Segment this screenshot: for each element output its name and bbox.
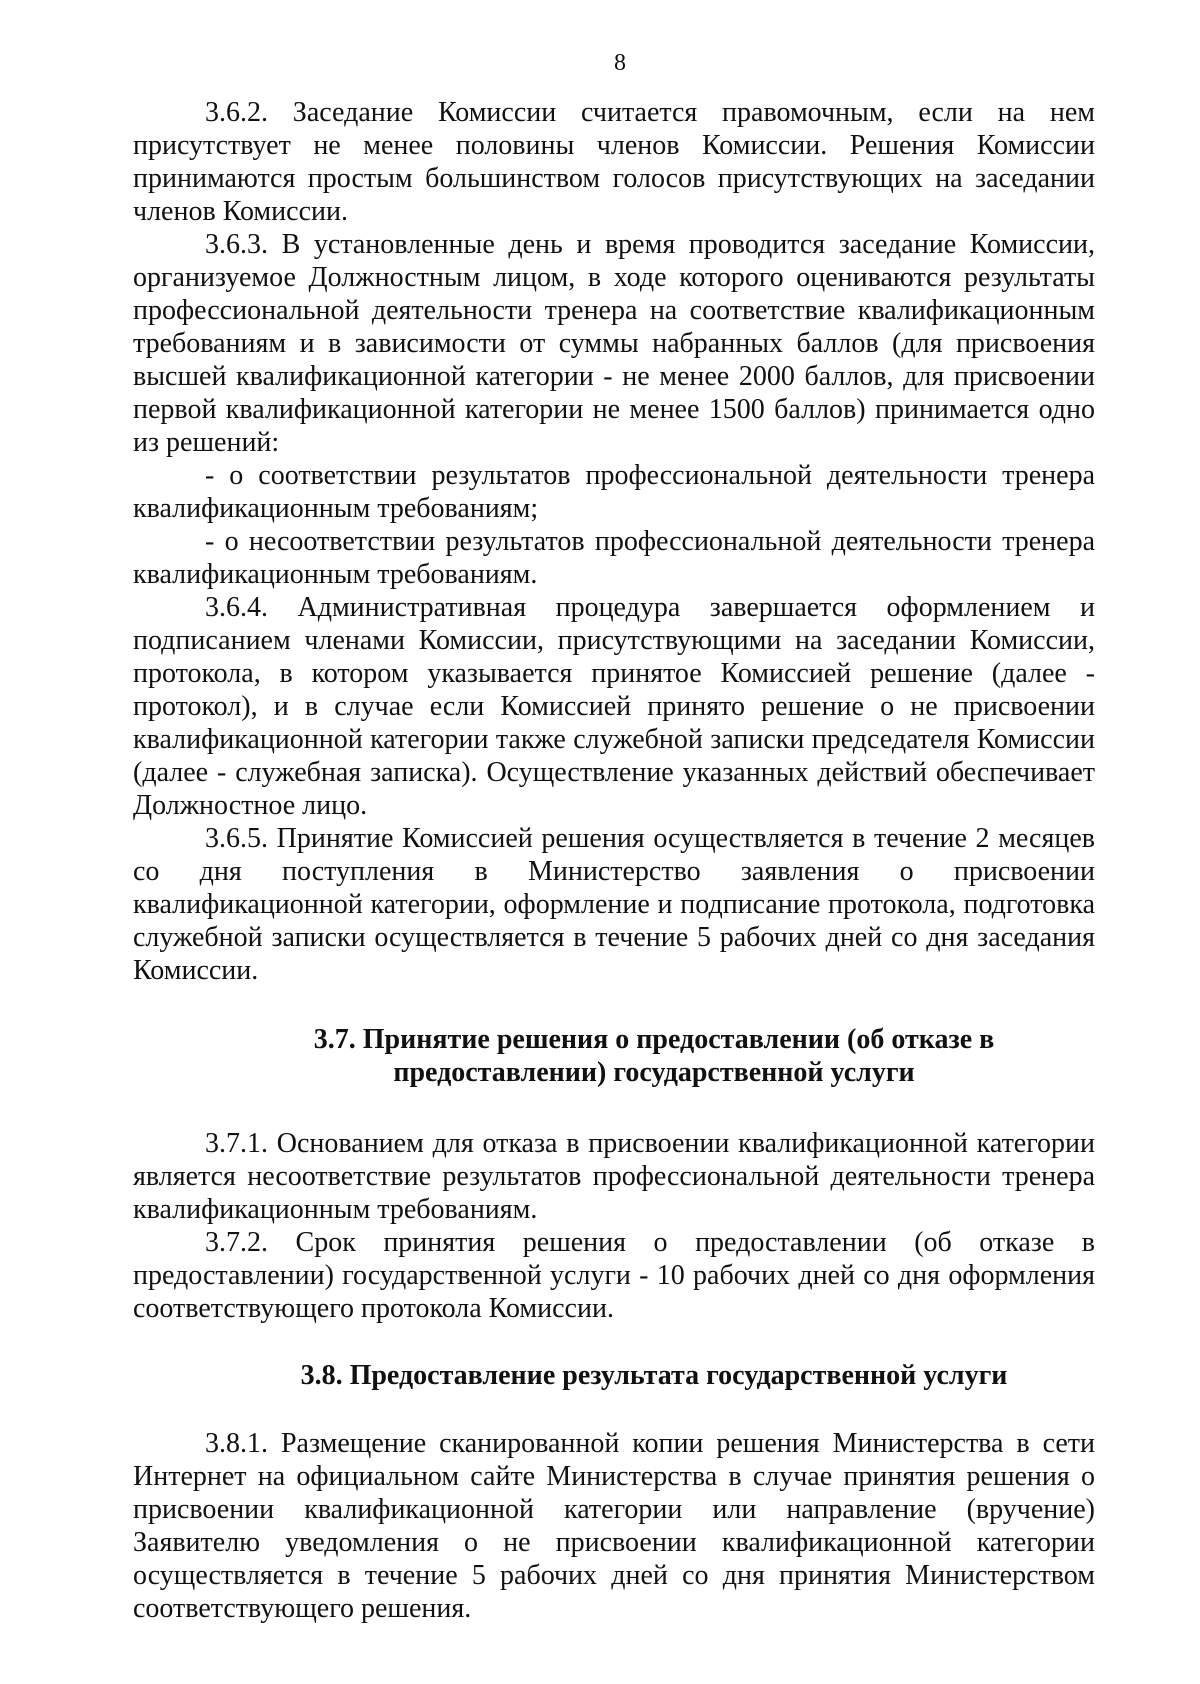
list-item-noncompliance: - о несоответствии результатов профессиональной деятельности тренера квалификационным требованиям.	[133, 526, 1095, 590]
section-heading-3-7-line1: 3.7. Принятие решения о предоставлении (об отказе в	[313, 1024, 995, 1055]
paragraph-3-7-2: 3.7.2. Срок принятия решения о предоставлении (об отказе в предоставлении) государственной услуги - 10 рабочих дней со дня оформления соответствующего протокола Комиссии.	[133, 1227, 1095, 1324]
page-number: 8	[614, 50, 626, 76]
section-heading-3-8: 3.8. Предоставление результата государственной услуги	[300, 1360, 1008, 1391]
section-heading-3-7	[133, 1023, 1095, 1089]
paragraph-3-6-2: 3.6.2. Заседание Комиссии считается правомочным, если на нем присутствует не менее половины членов Комиссии. Решения Комиссии принимаются простым большинством голосов присутствующих на заседании членов Комиссии.	[133, 97, 1095, 227]
paragraph-3-6-5: 3.6.5. Принятие Комиссией решения осуществляется в течение 2 месяцев со дня поступления в Министерство заявления о присвоении квалификационной категории, оформление и подписание протокола, подготовка служебной записки осуществляется в течение 5 рабочих дней со дня заседания Комиссии.	[133, 823, 1095, 986]
paragraph-3-8-1: 3.8.1. Размещение сканированной копии решения Министерства в сети Интернет на официальном сайте Министерства в случае принятия решения о присвоении квалификационной категории или направление (вручение) Заявителю уведомления о не присвоении квалификационной категории осуществляется в течение 5 рабочих дней со дня принятия Министерством соответствующего решения.	[133, 1428, 1095, 1624]
document-body	[133, 96, 1095, 1625]
list-item-compliance: - о соответствии результатов профессиональной деятельности тренера квалификационным требованиям;	[133, 460, 1095, 524]
paragraph-3-6-4: 3.6.4. Административная процедура завершается оформлением и подписанием членами Комиссии, присутствующими на заседании Комиссии, протокола, в котором указывается принятое Комиссией решение (далее - протокол), и в случае если Комиссией принято решение о не присвоении квалификационной категории также служебной записки председателя Комиссии (далее - служебная записка). Осуществление указанных действий обеспечивает Должностное лицо.	[133, 592, 1095, 821]
paragraph-3-7-1: 3.7.1. Основанием для отказа в присвоении квалификационной категории является несоответствие результатов профессиональной деятельности тренера квалификационным требованиям.	[133, 1128, 1095, 1225]
section-heading-3-7-line2: предоставлении) государственной услуги	[393, 1057, 915, 1088]
paragraph-3-6-3: 3.6.3. В установленные день и время проводится заседание Комиссии, организуемое Должностным лицом, в ходе которого оцениваются результаты профессиональной деятельности тренера на соответствие квалификационным требованиям и в зависимости от суммы набранных баллов (для присвоения высшей квалификационной категории - не менее 2000 баллов, для присвоении первой квалификационной категории не менее 1500 баллов) принимается одно из решений:	[133, 229, 1095, 458]
